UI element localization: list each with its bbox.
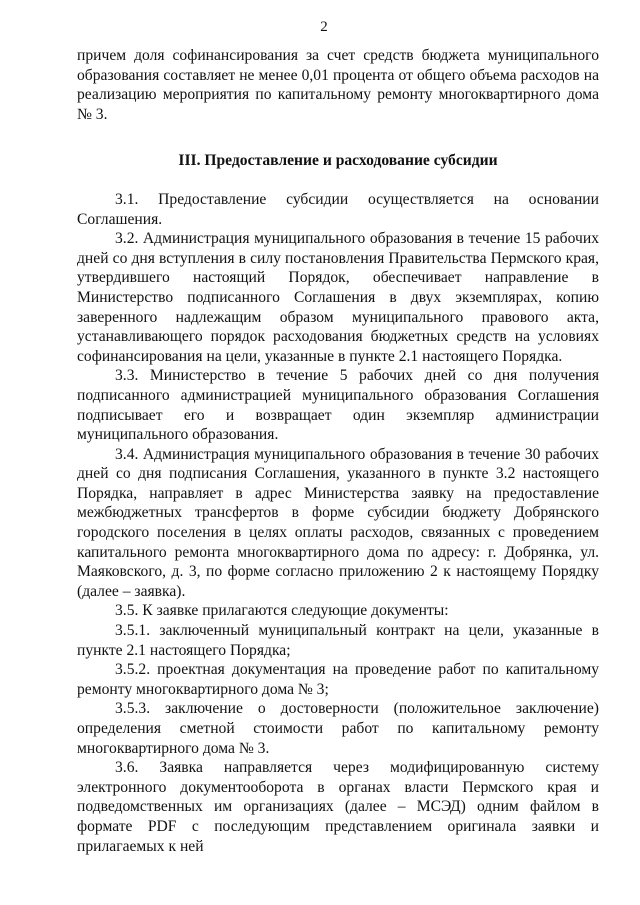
paragraph-3-6: 3.6. Заявка направляется через модифицированную систему электронного документооборота в органах власти Пермского края и подведомственных им организациях (далее – МСЭД) одним файлом в формате PDF с последующим представлением оригинала заявки и прилагаемых к ней <box>77 759 599 855</box>
paragraph-3-5-3: 3.5.3. заключение о достоверности (положительное заключение) определения сметной стоимости работ по капитальному ремонту многоквартирного дома № 3. <box>77 700 599 757</box>
section-title: III. Предоставление и расходование субсидии <box>178 152 498 170</box>
paragraph-3-5: 3.5. К заявке прилагаются следующие документы: <box>115 602 449 620</box>
paragraph-3-2: 3.2. Администрация муниципального образования в течение 15 рабочих дней со дня вступления в силу постановления Правительства Пермского края, утвердившего настоящий Порядок, обеспечивает направление в Министерство подписанного Соглашения в двух экземплярах, копию заверенного надлежащим образом муниципального правового акта, устанавливающего порядок расходования бюджетных средств на условиях софинансирования на цели, указанные в пункте 2.1 настоящего Порядка. <box>77 230 599 365</box>
paragraph-3-3: 3.3. Министерство в течение 5 рабочих дней со дня получения подписанного администрацией муниципального образования Соглашения подписывает его и возвращает один экземпляр администрации муниципального образования. <box>77 367 599 444</box>
paragraph-3-5-1: 3.5.1. заключенный муниципальный контракт на цели, указанные в пункте 2.1 настоящего Порядка; <box>77 622 599 659</box>
document-body <box>77 46 599 856</box>
paragraph-3-4: 3.4. Администрация муниципального образования в течение 30 рабочих дней со дня подписания Соглашения, указанного в пункте 3.2 настоящего Порядка, направляет в адрес Министерства заявку на предоставление межбюджетных трансфертов в форме субсидии бюджету Добрянского городского поселения в целях оплаты расходов, связанных с проведением капитального ремонта многоквартирного дома по адресу: г. Добрянка, ул. Маяковского, д. 3, по форме согласно приложению 2 к настоящему Порядку (далее – заявка). <box>77 445 599 600</box>
page-number: 2 <box>320 19 328 35</box>
intro-paragraph: причем доля софинансирования за счет средств бюджета муниципального образования составляет не менее 0,01 процента от общего объема расходов на реализацию мероприятия по капитальному ремонту многоквартирного дома № 3. <box>77 47 599 123</box>
paragraph-3-5-2: 3.5.2. проектная документация на проведение работ по капитальному ремонту многоквартирного дома № 3; <box>77 661 599 698</box>
paragraph-3-1: 3.1. Предоставление субсидии осуществляется на основании Соглашения. <box>77 190 599 228</box>
